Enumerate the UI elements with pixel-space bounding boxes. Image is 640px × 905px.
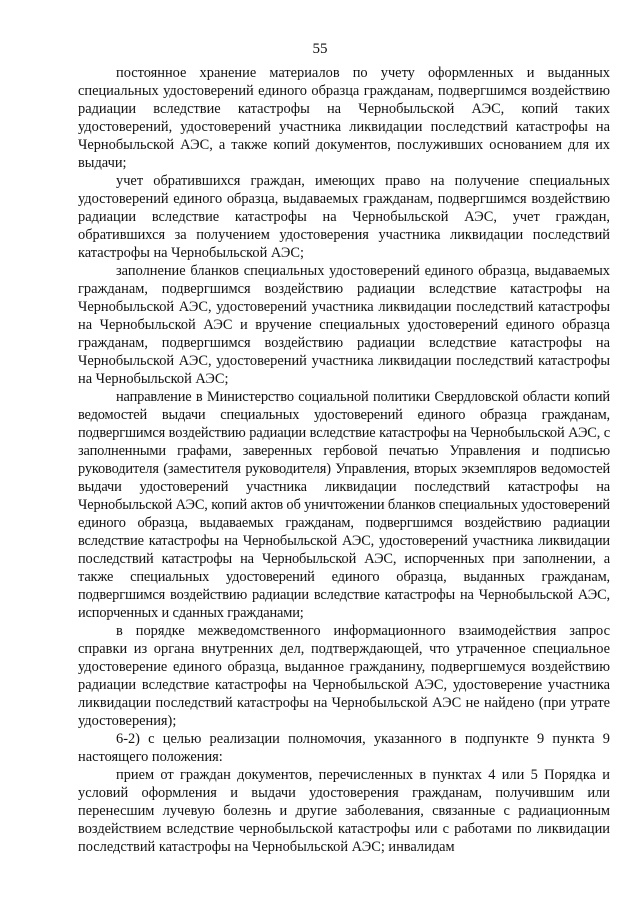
page-number: 55 (312, 41, 328, 57)
paragraph-acceptance-of-documents: прием от граждан документов, перечисленных в пунктах 4 или 5 Порядка и условий оформления и выдачи удостоверения гражданам, получившим или перенесшим лучевую болезнь и другие заболевания, связанные с радиационным воздействием вследствие чернобыльской катастрофы или с работами по ликвидации последствий катастрофы на Чернобыльской АЭС; инвалидам (78, 767, 610, 855)
paragraph-sending-to-ministry: направление в Министерство социальной политики Свердловской области копий ведомостей выдачи специальных удостоверений единого образца гражданам, подвергшимся воздействию радиации вследствие катастрофы на Чернобыльской АЭС, с заполненными графами, заверенных гербовой печатью Управления и подписью руководителя (заместителя руководителя) Управления, вторых экземпляров ведомостей выдачи удостоверений участника ликвидации последствий катастрофы на Чернобыльской АЭС, копий актов об уничтожении бланков специальных удостоверений единого образца, выдаваемых гражданам, подвергшимся воздействию радиации вследствие катастрофы на Чернобыльской АЭС, удостоверений участника ликвидации последствий катастрофы на Чернобыльской АЭС, испорченных при заполнении, а также специальных удостоверений единого образца, выданных гражданам, подвергшимся воздействию радиации вследствие катастрофы на Чернобыльской АЭС, испорченных и сданных гражданами; (78, 389, 610, 621)
paragraph-storage-of-materials: постоянное хранение материалов по учету оформленных и выданных специальных удостоверений единого образца гражданам, подвергшимся воздействию радиации вследствие катастрофы на Чернобыльской АЭС, копий таких удостоверений, удостоверений участника ликвидации последствий катастрофы на Чернобыльской АЭС, а также копий документов, послуживших основанием для их выдачи; (78, 65, 610, 171)
paragraph-filling-of-forms: заполнение бланков специальных удостоверений единого образца, выдаваемых гражданам, подвергшимся воздействию радиации вследствие катастрофы на Чернобыльской АЭС, удостоверений участника ликвидации последствий катастрофы на Чернобыльской АЭС и вручение специальных удостоверений единого образца гражданам, подвергшимся воздействию радиации вследствие катастрофы на Чернобыльской АЭС, удостоверений участника ликвидации последствий катастрофы на Чернобыльской АЭС; (78, 263, 610, 387)
paragraph-registration-of-citizens: учет обратившихся граждан, имеющих право на получение специальных удостоверений единого образца, выдаваемых гражданам, подвергшимся воздействию радиации вследствие катастрофы на Чернобыльской АЭС, учет граждан, обратившихся за получением удостоверения участника ликвидации последствий катастрофы на Чернобыльской АЭС; (78, 173, 610, 261)
paragraph-item-6-2: 6-2) с целью реализации полномочия, указанного в подпункте 9 пункта 9 настоящего положения: (78, 731, 610, 765)
document-body (78, 64, 610, 856)
paragraph-interagency-request: в порядке межведомственного информационного взаимодействия запрос справки из органа внутренних дел, подтверждающей, что утраченное специальное удостоверение единого образца, выданное гражданину, подвергшемуся воздействию радиации вследствие катастрофы на Чернобыльской АЭС, удостоверение участника ликвидации последствий катастрофы на Чернобыльской АЭС не найдено (при утрате удостоверения); (78, 623, 610, 729)
